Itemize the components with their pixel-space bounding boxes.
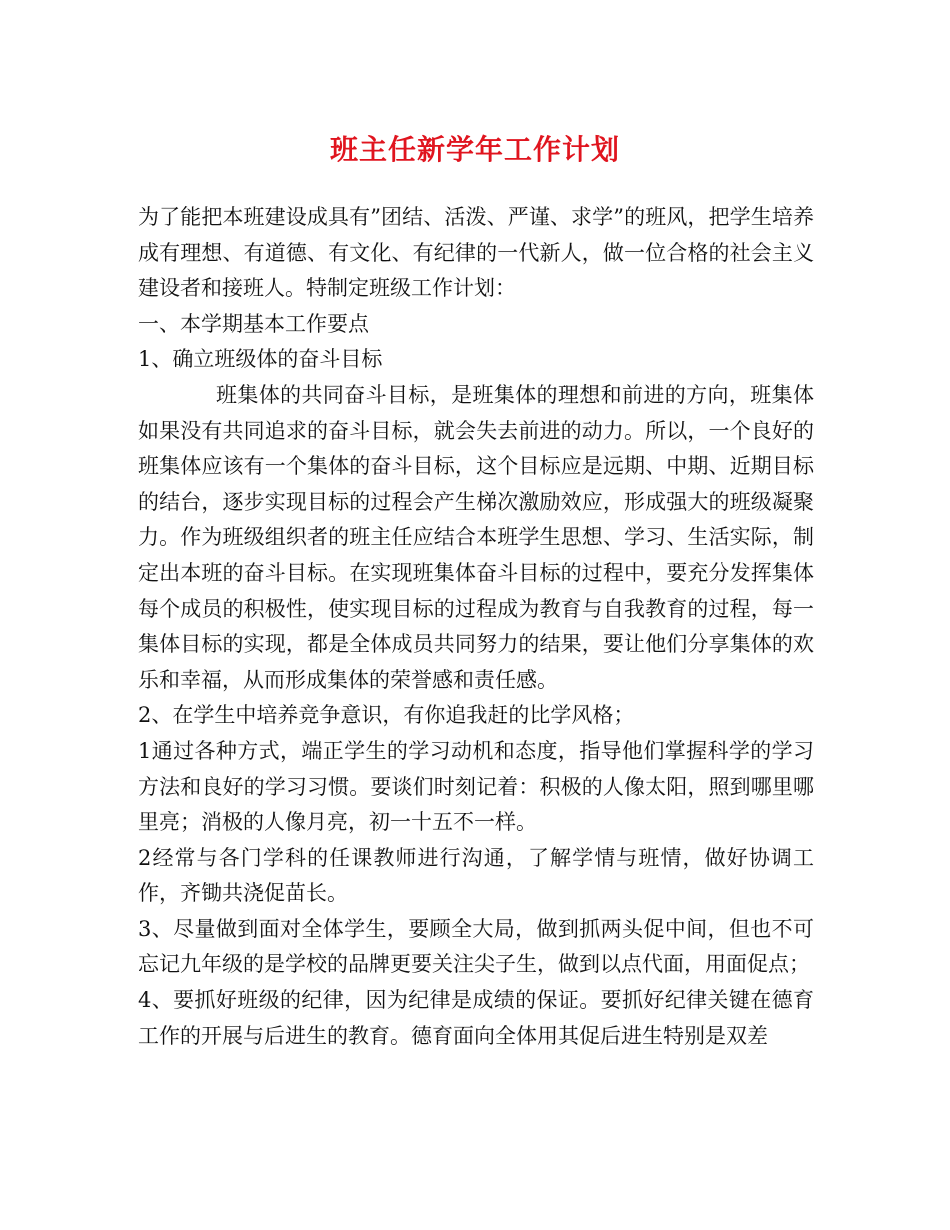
item-paragraph-1: 1通过各种方式，端正学生的学习动机和态度，指导他们掌握科学的学习方法和良好的学习习惯。要谈们时刻记着：积极的人像太阳，照到哪里哪里亮；消极的人像月亮，初一十五不一样。 bbox=[138, 738, 814, 835]
item-paragraph-3: 3、尽量做到面对全体学生，要顾全大局，做到抓两头促中间，但也不可忘记九年级的是学校的品牌更要关注尖子生，做到以点代面，用面促点； bbox=[138, 916, 814, 977]
item-paragraph-4: 4、要抓好班级的纪律，因为纪律是成绩的保证。要抓好纪律关键在德育工作的开展与后进生的教育。德育面向全体用其促后进生特别是双差 bbox=[138, 988, 814, 1048]
document-body bbox=[138, 200, 814, 1054]
document-title: 班主任新学年工作计划 bbox=[329, 133, 620, 166]
intro-paragraph: 为了能把本班建设成具有”团结、活泼、严谨、求学”的班风，把学生培养成有理想、有道德、有文化、有纪律的一代新人，做一位合格的社会主义建设者和接班人。特制定班级工作计划： bbox=[138, 205, 814, 301]
subheading-2: 2、在学生中培养竞争意识，有你追我赶的比学风格； bbox=[138, 703, 635, 728]
subheading-1: 1、确立班级体的奋斗目标 bbox=[138, 347, 383, 372]
goal-paragraph: 班集体的共同奋斗目标，是班集体的理想和前进的方向，班集体如果没有共同追求的奋斗目标，就会失去前进的动力。所以，一个良好的班集体应该有一个集体的奋斗目标，这个目标应是远期、中期、近期目标的结台，逐步实现目标的过程会产生梯次激励效应，形成强大的班级凝聚力。作为班级组织者的班主任应结合本班学生思想、学习、生活实际，制定出本班的奋斗目标。在实现班集体奋斗目标的过程中，要充分发挥集体每个成员的积极性，使实现目标的过程成为教育与自我教育的过程，每一集体目标的实现，都是全体成员共同努力的结果，要让他们分享集体的欢乐和幸福，从而形成集体的荣誉感和责任感。 bbox=[138, 382, 814, 692]
section-heading-1: 一、本学期基本工作要点 bbox=[138, 311, 369, 336]
item-paragraph-2: 2经常与各门学科的任课教师进行沟通，了解学情与班情，做好协调工作，齐锄共浇促苗长。 bbox=[138, 845, 814, 906]
